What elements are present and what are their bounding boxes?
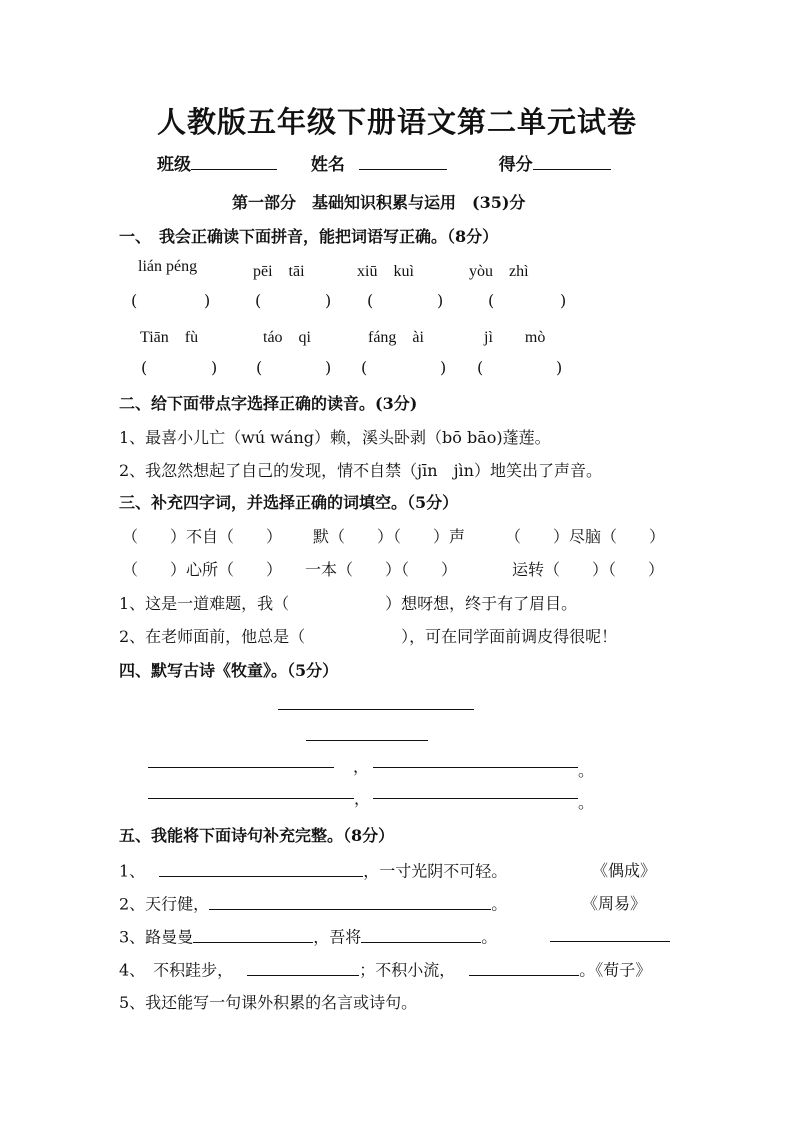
- q3-heading: 三、补充四字词，并选择正确的词填空。（5分）: [119, 493, 459, 512]
- class-label: 班级: [157, 155, 191, 175]
- pinyin-4: yòu zhì: [469, 263, 529, 280]
- idiom-2: 默（ ）（ ）声: [313, 527, 466, 546]
- q5-item-4-suffix: 。《荀子》: [579, 960, 652, 980]
- answer-paren-close: ): [437, 291, 444, 310]
- poem-comma: ，: [354, 789, 371, 808]
- q5-item-3-mid: ，吾将: [313, 927, 362, 947]
- answer-paren-close: ): [325, 291, 332, 310]
- q3-item-2: 2、在老师面前，他总是（ ），可在同学面前调皮得很呢！: [119, 627, 618, 646]
- q2-heading: 二、给下面带点字选择正确的读音。(3分): [119, 394, 418, 413]
- poem-line-1b[interactable]: [373, 767, 578, 768]
- q5-item-1-blank[interactable]: [159, 858, 363, 877]
- answer-paren-open: (: [477, 358, 484, 377]
- q5-item-5: 5、我还能写一句课外积累的名言或诗句。: [119, 993, 418, 1012]
- q3-item-1: 1、这是一道难题，我（ ）想呀想，终于有了眉目。: [119, 594, 578, 613]
- idiom-3: （ ）尽脑（ ）: [505, 527, 666, 546]
- q5-item-3-source-blank[interactable]: [550, 941, 670, 942]
- idiom-6: 运转（ ）（ ）: [512, 560, 665, 579]
- idiom-1: （ ）不自（ ）: [122, 527, 283, 546]
- q5-item-1-prefix: 1、: [119, 861, 146, 881]
- q1-heading: 一、 我会正确读下面拼音，能把词语写正确。（8分）: [119, 227, 499, 246]
- poem-comma: ，: [353, 757, 370, 776]
- pinyin-6: táo qi: [263, 329, 311, 346]
- poem-title-line[interactable]: [278, 709, 474, 710]
- q5-item-3: [119, 924, 497, 948]
- poem-author-line[interactable]: [306, 740, 428, 741]
- pinyin-7: fáng ài: [368, 329, 424, 346]
- name-field[interactable]: [359, 150, 447, 170]
- pinyin-3: xiū kuì: [357, 263, 414, 280]
- q5-item-1-source: 《偶成》: [592, 861, 657, 880]
- answer-paren-close: ): [556, 358, 563, 377]
- answer-paren-open: (: [256, 358, 263, 377]
- q5-item-3-suffix: 。: [481, 927, 498, 947]
- q5-item-3-blank-2[interactable]: [361, 924, 481, 943]
- page-title: 人教版五年级下册语文第二单元试卷: [156, 105, 637, 139]
- q4-heading: 四、默写古诗《牧童》。（5分）: [119, 661, 339, 680]
- part1-heading: 第一部分 基础知识积累与运用 (35)分: [232, 193, 526, 212]
- q5-item-3-prefix: 3、路曼曼: [119, 927, 194, 947]
- poem-period: 。: [578, 761, 595, 780]
- answer-paren-open: (: [255, 291, 262, 310]
- q2-item-2: 2、我忽然想起了自己的发现，情不自禁（jīn jìn）地笑出了声音。: [119, 461, 602, 480]
- q5-item-2: [119, 891, 507, 915]
- q5-item-1: [119, 858, 507, 882]
- score-field[interactable]: [533, 150, 611, 170]
- q5-item-2-prefix: 2、天行健，: [119, 894, 210, 914]
- q5-item-1-suffix: ，一寸光阴不可轻。: [363, 861, 508, 881]
- poem-period: 。: [578, 793, 595, 812]
- q5-item-4-prefix: 4、 不积跬步，: [119, 960, 234, 980]
- q5-item-4-blank-1[interactable]: [247, 957, 359, 976]
- answer-paren-open: (: [361, 358, 368, 377]
- idiom-5: 一本（ ）（ ）: [305, 560, 458, 579]
- answer-paren-open: (: [141, 358, 148, 377]
- idiom-4: （ ）心所（ ）: [122, 560, 283, 579]
- class-field[interactable]: [191, 150, 277, 170]
- answer-paren-close: ): [211, 358, 218, 377]
- q5-item-2-suffix: 。: [491, 894, 508, 914]
- q5-item-2-blank[interactable]: [209, 891, 491, 910]
- pinyin-5: Tiān fù: [140, 329, 199, 346]
- answer-paren-close: ): [440, 358, 447, 377]
- answer-paren-close: ): [204, 291, 211, 310]
- q5-item-4-blank-2[interactable]: [469, 957, 579, 976]
- score-label: 得分: [498, 155, 533, 175]
- poem-line-1a[interactable]: [148, 767, 334, 768]
- answer-paren-close: ): [560, 291, 567, 310]
- answer-paren-open: (: [367, 291, 374, 310]
- q5-item-3-blank-1[interactable]: [193, 924, 313, 943]
- q5-heading: 五、我能将下面诗句补充完整。（8分）: [119, 826, 395, 845]
- answer-paren-close: ): [325, 358, 332, 377]
- pinyin-8: jì mò: [484, 329, 546, 346]
- poem-line-2a[interactable]: [148, 798, 354, 799]
- name-label: 姓名: [310, 155, 345, 175]
- answer-paren-open: (: [131, 291, 138, 310]
- pinyin-2: pēi tāi: [253, 263, 305, 280]
- poem-line-2b[interactable]: [373, 798, 578, 799]
- q2-item-1: 1、最喜小儿亡（wú wáng）赖，溪头卧剥（bō bāo)蓬莲。: [119, 428, 551, 447]
- answer-paren-open: (: [488, 291, 495, 310]
- q5-item-4: [119, 957, 651, 981]
- q5-item-2-source: 《周易》: [582, 894, 647, 913]
- q5-item-4-mid: ；不积小流，: [359, 960, 456, 980]
- header-fields: [157, 150, 611, 175]
- pinyin-1: lián péng: [138, 258, 198, 275]
